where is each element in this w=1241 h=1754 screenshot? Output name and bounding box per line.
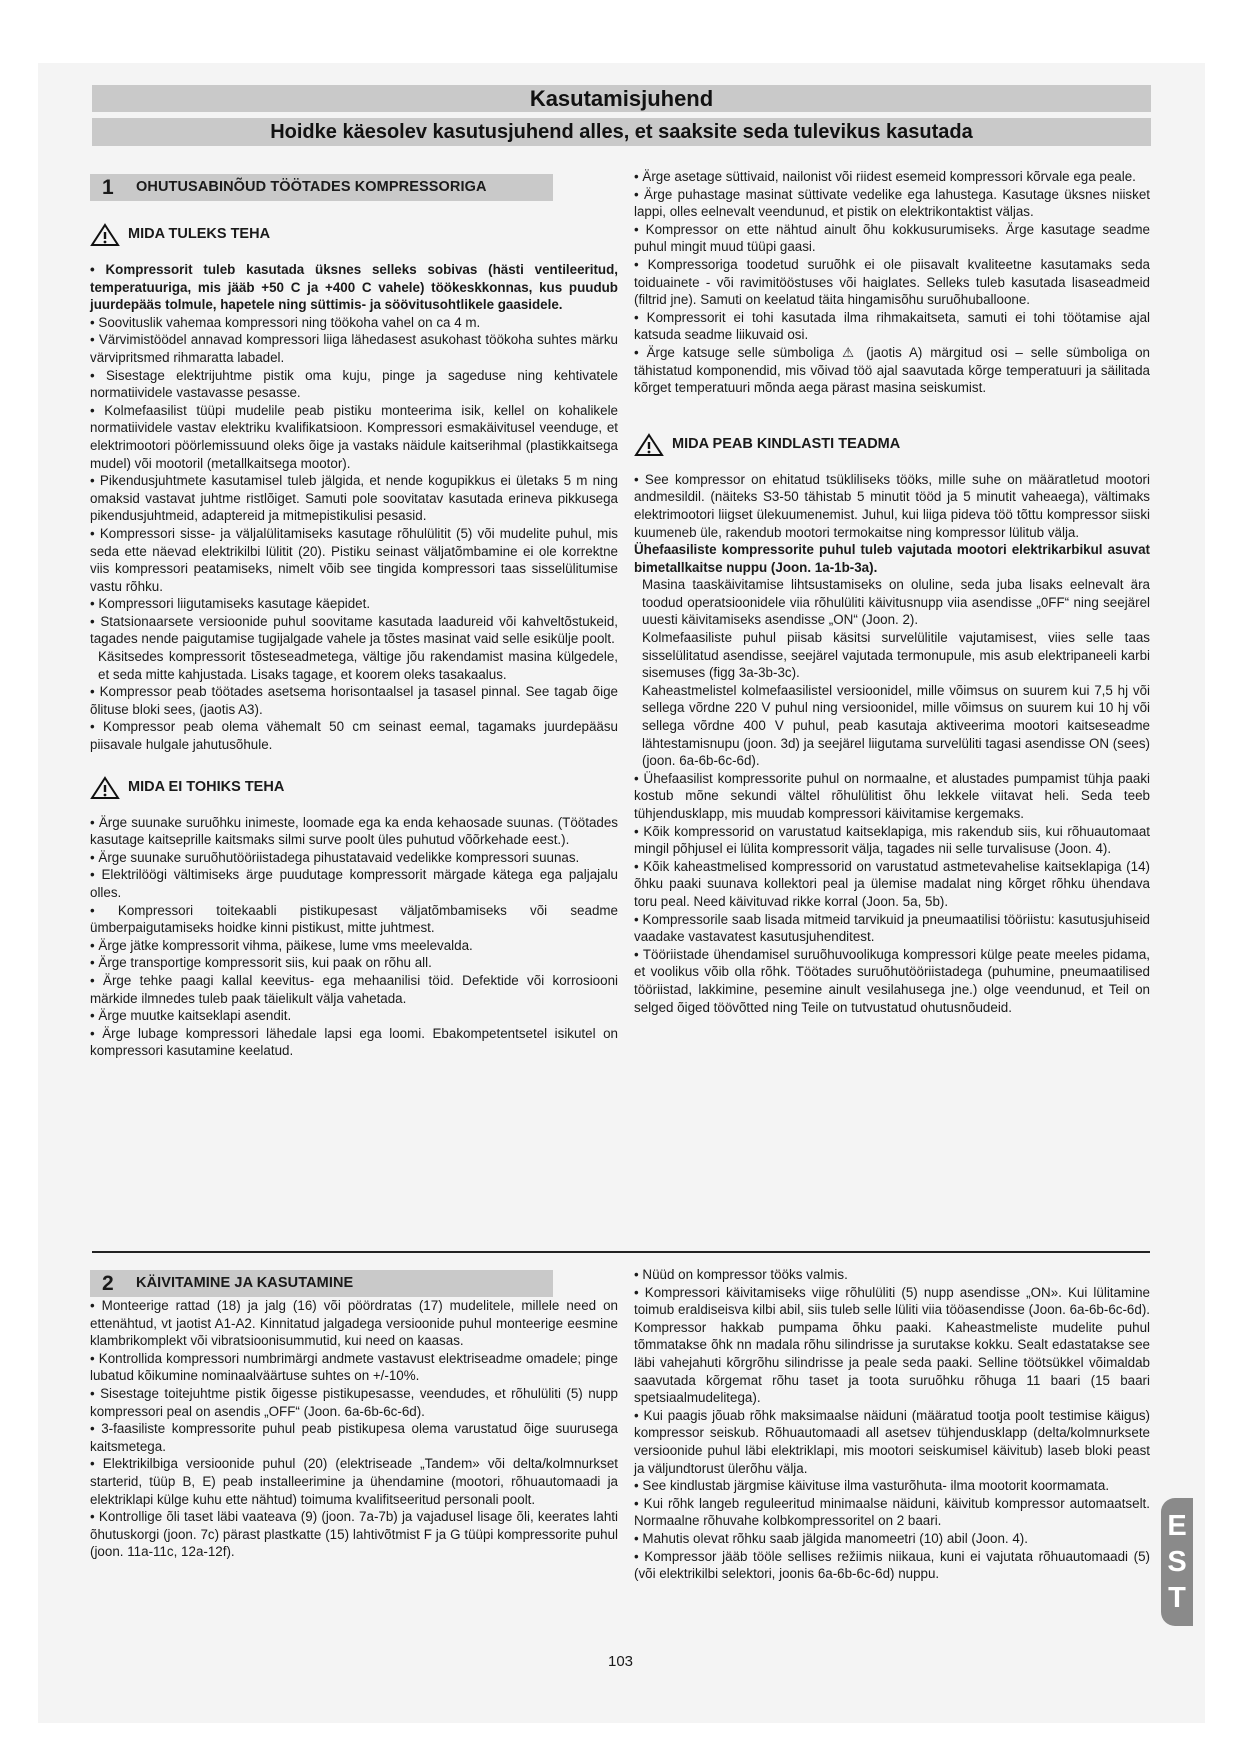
dont-item: • Kompressorit ei tohi kasutada ilma rihmakaitseta, samuti ei tohi töötamise ajal katsuda seadme liikuvaid osi. (634, 309, 1150, 343)
startup-item: • Kompressor jääb tööle sellises režiimis niikaua, kuni ei vajutata rõhuautomaadi (5) (või elektrikilbi selektori, joonis 6a-6b-6c-6d) nuppu. (634, 1548, 1150, 1582)
must-item: Kolmefaasiliste puhul piisab käsitsi survelülitile vajutamisest, viies selle taas sisselülitatud asendisse, seejärel vajutada termonupule, mis asub elektripaneeli karbi sisemuses (figg 3a-3b-3c). (642, 630, 1150, 681)
must-item: Ühefaasiliste kompressorite puhul tuleb vajutada mootori elektrikarbikul asuvat bimetallkaitse nuppu (Joon. 1a-1b-3a). (634, 542, 1150, 575)
dont-item: • Ärge suunake suruõhutööriistadega pihustatavaid vedelikke kompressori suunas. (90, 849, 580, 865)
must-know-title: MIDA PEAB KINDLASTI TEADMA (672, 435, 901, 452)
section1-left-column (90, 174, 618, 1060)
do-item: • Kompressor peab töötades asetsema horisontaalsel ja tasasel pinnal. See tagab õige õlituse bloki sees, (jaotis A3). (90, 684, 618, 717)
startup-item: • Mahutis olevat rõhku saab jälgida manomeetri (10) abil (Joon. 4). (634, 1530, 1028, 1546)
must-item: • Ühefaasilist kompressorite puhul on normaalne, et alustades pumpamist tühja paaki kostub mõne sekundi vältel rõhulülitist õhu lekkele viitavat heli. Seda teeb tühjendusklapp, mis muudab kompressori käivitamise kergemaks. (634, 770, 1150, 821)
do-item: • Kompressorit tuleb kasutada üksnes selleks sobivas (hästi ventileeritud, temperatuuriga, mis jääb +50 C ja +400 C vahele) töökeskkonnas, kus puudub juurdepääs tolmule, hapetele ning süttimis- ja söövitusohtlikele gaasidele. (90, 262, 618, 313)
startup-item: • Kui rõhk langeb reguleeritud minimaalse näiduni, käivitub kompressor automaatselt. Normaalne rõhuvahe kolbkompressoritel on 2 baari. (634, 1495, 1150, 1529)
startup-item: • Kui paagis jõuab rõhk maksimaalse näiduni (määratud tootja poolt testimise käigus) kompressor seiskub. Rõhuautomaadi all asetsev tühjendusklapp (delta/kolmnurksete versioonide puhul läbi elektriklapi, mis mootori seiskumisel käivitub) laseb bloki peast ja väljundtorust ülerõhu välja. (634, 1407, 1150, 1476)
language-tab-letter: S (1167, 1546, 1187, 1578)
dont-item: • Ärge muutke kaitseklapi asendit. (90, 1008, 292, 1024)
warning-icon (90, 776, 120, 800)
must-item: • Tööriistade ühendamisel suruõhuvoolikuga kompressori külge peate meeles pidama, et voolikus võib olla rõhk. Töötades suruõhutööriistadega (puhumine, pneumaatilised tööriistad, lakkimine, pesemine ainult vesilahusega jne.) olge veendunud, et Teil on selged õiged töövõtted ning Teile on tutvustatud ohutusnõudeid. (634, 946, 1150, 1015)
startup-item: • 3-faasiliste kompressorite puhul peab pistikupesa olema varustatud õige suurusega kaitsmetega. (90, 1421, 618, 1454)
startup-item: • Kontrollige õli taset läbi vaateava (9) (joon. 7a-7b) ja vajadusel lisage õli, keerates lahti õhutuskorgi (joon. 7c) pärast plastkatte (15) lahtivõtmist F ja G tüüpi kompressorite puhul (joon. 11a-11c, 12a-12f). (90, 1509, 618, 1560)
must-item: • See kompressor on ehitatud tsükliliseks tööks, mille suhe on määratletud mootori andmesildil. (näiteks S3-50 tähistab 5 minutit tööd ja 5 minutit vaheaega), vältimaks elektrimootori liigset ülekuumenemist. Juhul, kui liiga pideva töö tõttu kompressor siiski kuumeneb üle, rakendub mootori termokaitse ning kompressor lülitub välja. (634, 471, 1150, 540)
do-item: • Pikendusjuhtmete kasutamisel tuleb jälgida, et nende kogupikkus ei ületaks 5 m ning omaksid vastavat juhtme ristlõiget. Samuti pole soovitatav kasutada erineva pikkusega pikendusjuhtmeid, adaptereid ja mitmepistikulisi pesasid. (90, 473, 618, 524)
warning-icon (634, 433, 664, 457)
section1-title: OHUTUSABINÕUD TÖÖTADES KOMPRESSORIGA (136, 178, 487, 195)
dont-title: MIDA EI TOHIKS TEHA (128, 778, 285, 795)
dont-item: • Ärge tehke paagi kallal keevitus- ega mehaanilisi töid. Defektide või korrosiooni märkide ilmnedes tuleb paak täielikult välja vahetada. (90, 972, 618, 1006)
section2-header (90, 1270, 553, 1297)
do-item: • Kompressor peab olema vähemalt 50 cm seinast eemal, tagamaks juurdepääsu piisavale hulgale jahutusõhule. (90, 719, 618, 753)
dont-item: • Kompressori toitekaabli pistikupesast väljatõmbamiseks või seadme ümberpaigutamiseks hoidke kinni pistikust, mitte juhtmest. (90, 902, 618, 936)
startup-item: • Kompressori käivitamiseks viige rõhulüliti (5) nupp asendisse „ON». Kui lülitamine toimub eraldiseisva kilbi abil, siis tuleb selle lüliti viia tööasendisse (Joon. 6a-6b-6c-6d). Kompressor hakkab pumpama õhku paaki. Kaheastmeliste mudelite puhul tõmmatakse õhk nn madala rõhu silindrisse ja surutakse kokku. Sealt edastatakse see läbi vahejahuti kõrgrõhu silindrisse ja peale seda paaki. Selline töötsükkel võimaldab saavutada kõrgemat rõhu taset ja toota suruõhku rõhuga 11 baari (15 baari spetsiaalmudelitega). (634, 1284, 1150, 1406)
startup-item: • Monteerige rattad (18) ja jalg (16) või pöördratas (17) mudelitele, millele need on ettenähtud, vt jaotist A1-A2. Kinnitatud jalgadega versioonide puhul monteerige eesmine klambrikomplekt või vibratsioonisummutid, kui need on kaasas. (90, 1298, 618, 1349)
startup-item: • Sisestage toitejuhtme pistik õigesse pistikupesasse, veendudes, et rõhulüliti (5) nupp kompressori peal on asendis „OFF“ (Joon. 6a-6b-6c-6d). (90, 1385, 618, 1419)
do-item: • Statsionaarsete versioonide puhul soovitame kasutada laadureid või kahveltõstukeid, tagades nende paigutamise tugijalgade vahele ja tõstes masinat vaid selle esikülje poolt. (90, 613, 618, 647)
must-item: • Kompressorile saab lisada mitmeid tarvikuid ja pneumaatilisi tööriistu: kasutusjuhiseid vaadake vastavatest kasutusjuhenditest. (634, 911, 1150, 945)
do-title: MIDA TULEKS TEHA (128, 226, 271, 243)
do-item: • Värvimistöödel annavad kompressori liiga lähedasest asukohast töökoha suhtes märku värvipritsmed rihmaratta labadel. (90, 332, 618, 365)
dont-item: • Ärge katsuge selle sümboliga ⚠ (jaotis A) märgitud osi – selle sümboliga on tähistatud komponendid, mis võivad töö ajal saavutada kõrge temperatuuri ja säilitada kõrget temperatuuri mõnda aega pärast masina seiskumist. (634, 344, 1150, 396)
dont-item: • Kompressor on ette nähtud ainult õhu kokkusurumiseks. Ärge kasutage seadme puhul mingit muud tüüpi gaasi. (634, 221, 1150, 255)
dont-item: • Ärge asetage süttivaid, nailonist või riidest esemeid kompressori kõrvale ega peale. (634, 169, 1136, 184)
section-divider (92, 1251, 1150, 1253)
warning-icon (90, 223, 120, 247)
dont-item: • Ärge jätke kompressorit vihma, päikese, lume vms meelevalda. (90, 937, 473, 953)
language-tab (1161, 1498, 1193, 1626)
do-item: • Kompressori sisse- ja väljalülitamiseks kasutage rõhulülitit (5) või mudelite puhul, mis seda ette näevad elektrikilbi lülitit (20). Pistiku seinast väljatõmbamine ei ole korrektne viis kompressori peatamiseks, nimelt võib see tingida kompressori taas sisselülitumise vastu rõhku. (90, 525, 618, 594)
manual-subtitle: Hoidke käesolev kasutusjuhend alles, et saaksite seda tulevikus kasutada (92, 118, 1151, 146)
language-tab-letter: T (1168, 1582, 1186, 1614)
do-item: Käsitsedes kompressorit tõsteseadmetega, vältige jõu rakendamist masina külgedele, et seda mitte kahjustada. Lisaks tagage, et koorem oleks tasakaalus. (98, 649, 618, 682)
section1-right-column (634, 168, 1150, 1016)
do-item: • Soovituslik vahemaa kompressori ning töökoha vahel on ca 4 m. (90, 314, 481, 330)
section1-header (90, 174, 553, 201)
do-subheading (90, 223, 618, 247)
dont-item: • Ärge transportige kompressorit siis, kui paak on rõhu all. (90, 955, 432, 971)
section2-title: KÄIVITAMINE JA KASUTAMINE (136, 1274, 354, 1291)
dont-item: • Ärge puhastage masinat süttivate vedelike ega lahustega. Kasutage üksnes niisket lappi, olles eelnevalt veendunud, et pistik on elektrikontaktist väljas. (634, 186, 1150, 220)
startup-item: • See kindlustab järgmise käivituse ilma vasturõhuta- ilma mootorit koormamata. (634, 1478, 1110, 1494)
startup-item: • Nüüd on kompressor tööks valmis. (634, 1267, 848, 1282)
dont-subheading (90, 776, 618, 800)
startup-item: • Elektrikilbiga versioonide puhul (20) (elektriseade „Tandem» või delta/kolmnurkset starterid, tüüp B, E) peab installeerimine ja ühendamine (mootori, rõhuautomaadi ja elektriklapi külge kuhu ette nähtud) toimuma kvalifitseeritud personali poolt. (90, 1456, 618, 1507)
do-item: • Kompressori liigutamiseks kasutage käepidet. (90, 596, 371, 612)
section2-right-column (634, 1266, 1150, 1583)
must-item: Masina taaskäivitamise lihtsustamiseks on oluline, seda juba lisaks eelnevalt ära toodud operatsioonidele viia rõhulüliti käivitusnupp viia asendisse „0FF“ ning seejärel uuesti käivitamiseks asendisse „ON“ (Joon. 2). (642, 577, 1150, 628)
manual-title: Kasutamisjuhend (92, 85, 1151, 112)
must-item: • Kõik kaheastmelised kompressorid on varustatud astmetevahelise kaitseklapiga (14) õhku paaki suunava kollektori peal ja ülemise madalat ning kõrget rõhku ühendava toru peal. Need käivituvad rikke korral (Joon. 5a, 5b). (634, 858, 1150, 909)
startup-item: • Kontrollida kompressori numbrimärgi andmete vastavust elektriseadme omadele; pinge lubatud kõikumine nominaalväärtuse suhtes on +/-10%. (90, 1350, 618, 1384)
dont-item: • Kompressoriga toodetud suruõhk ei ole piisavalt kvaliteetne kasutamaks seda toiduainete - või ravimitööstuses või haiglates. Selleks tuleb kasutada lisaseadmeid (filtrid jne). Samuti on keelatud täita hingamisõhu suruõhuballoone. (634, 256, 1150, 308)
do-item: • Sisestage elektrijuhtme pistik oma kuju, pinge ja sageduse ning kehtivatele normatiividele vastavasse pesasse. (90, 367, 618, 401)
must-item: • Kõik kompressorid on varustatud kaitseklapiga, mis rakendub siis, kui rõhuautomaat mingil põhjusel ei lülita kompressorit välja, tagades nii selle turvalisuse (Joon. 4). (634, 823, 1150, 857)
section2-number: 2 (102, 1271, 114, 1295)
do-item: • Kolmefaasilist tüüpi mudelile peab pistiku monteerima isik, kellel on kohalikele normatiividele vastav elektriku kvalifikatsioon. Kompressori esmakäivitusel veenduge, et elektrimootori pöörlemissuund oleks õige ja vastaks näidule kaitserihmal (plastikkaitsega mudel) või mootoril (metallkaitsega mootor). (90, 402, 618, 471)
must-know-subheading (634, 433, 1150, 457)
language-tab-letter: E (1167, 1510, 1187, 1542)
must-item: Kaheastmelistel kolmefaasilistel versioonidel, mille võimsus on suurem kui 7,5 hj või sellega võrdne 220 V puhul ning versioonidel, mille võimsus on suurem kui 10 hj või sellega võrdne 400 V puhul, peab kasutaja aktiveerima mootori kaitseseadme lähtestamisnupu (joon. 3d) ja seejärel liigutama survelüliti tagasi asendisse ON (sees) (joon. 6a-6b-6c-6d). (642, 682, 1150, 769)
dont-item: • Elektrilöögi vältimiseks ärge puudutage kompressorit märgade kätega ega paljajalu olles. (90, 867, 618, 900)
section2-left-column (90, 1270, 618, 1561)
dont-item: • Ärge lubage kompressori lähedale lapsi ega loomi. Ebakompetentsetel isikutel on kompressori kasutamine keelatud. (90, 1025, 618, 1059)
page-number: 103 (607, 1653, 634, 1670)
section1-number: 1 (102, 175, 114, 199)
dont-item: • Ärge suunake suruõhku inimeste, loomade ega ka enda kehaosade suunas. (Töötades kasutage kaitseprille kaitsmaks silmi surve poolt üles puhutud võõrkehade eest.). (90, 814, 618, 848)
